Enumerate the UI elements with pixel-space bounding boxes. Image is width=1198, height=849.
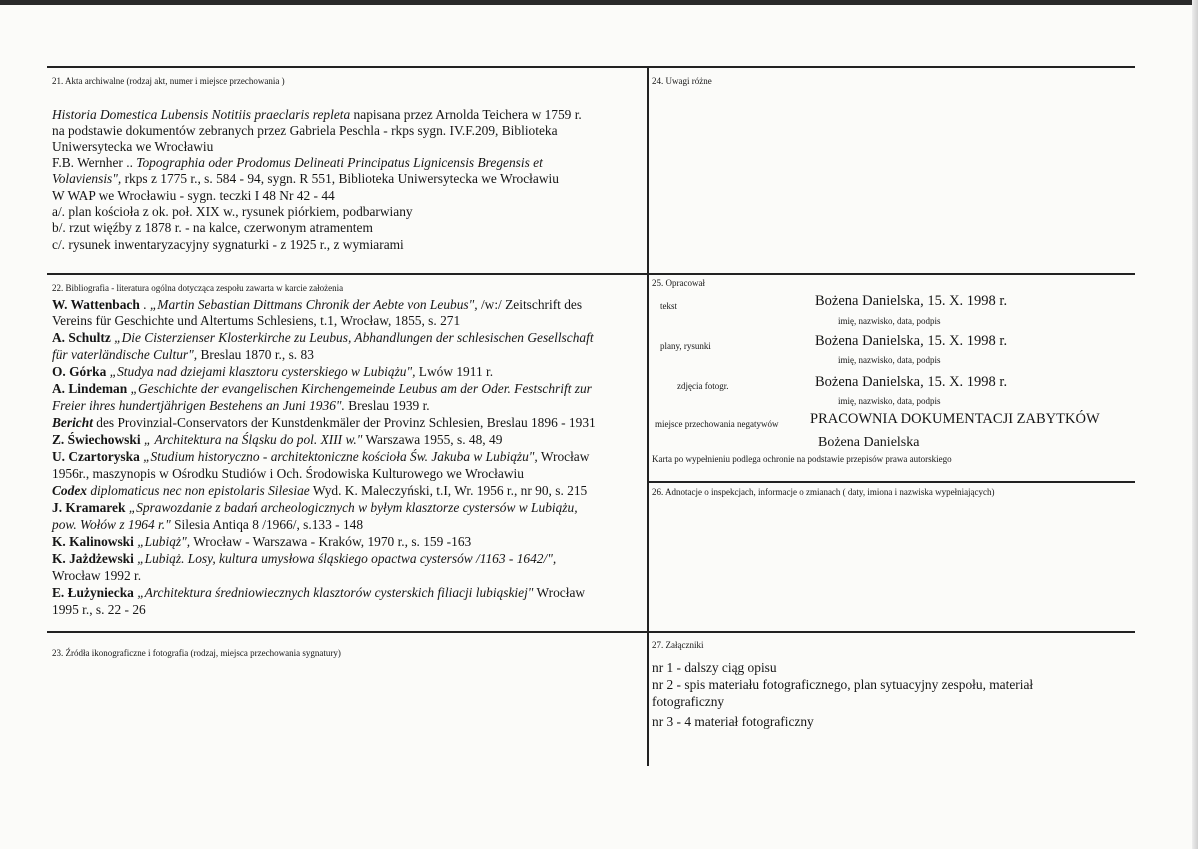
rule-row3 [47, 631, 1135, 633]
rule-row2 [47, 273, 1135, 275]
rule-s26 [648, 481, 1135, 483]
bib-entry: E. Łużyniecka „Architektura średniowiecznych klasztorów cysterskich filiacji lubiąskiej" Wrocław [52, 585, 586, 600]
bib-entry: K. Kalinowski „Lubiąż", Wrocław - Warszawa - Kraków, 1970 r., s. 159 -163 [52, 534, 472, 549]
bib-entry: J. Kramarek „Sprawozdanie z badań archeologicznych w byłym klasztorze cystersów w Lubiążu, [52, 500, 578, 515]
attachment-item: fotograficzny [652, 694, 725, 709]
section-22-label: 22. Bibliografia - literatura ogólna dotycząca zespołu zawarta w karcie założenia [52, 283, 344, 293]
author-text-signature: Bożena Danielska, 15. X. 1998 r. [815, 293, 1008, 309]
bib-entry: Z. Świechowski „ Architektura na Śląsku do pol. XIII w." Warszawa 1955, s. 48, 49 [52, 432, 503, 447]
role-photos-label: zdjęcia fotogr. [677, 381, 729, 391]
signature-caption: imię, nazwisko, data, podpis [838, 316, 941, 326]
bib-entry: pow. Wołów z 1964 r." Silesia Antiqa 8 /1966/, s.133 - 148 [52, 517, 364, 532]
role-drawings-label: plany, rysunki [660, 341, 711, 351]
bib-entry: A. Schultz „Die Cisterzienser Klosterkirche zu Leubus, Abhandlungen der schlesischen Gesellschaft [52, 330, 594, 345]
signature-caption: imię, nazwisko, data, podpis [838, 396, 941, 406]
author-drawings-signature: Bożena Danielska, 15. X. 1998 r. [815, 333, 1008, 349]
section-27-label: 27. Załączniki [652, 640, 704, 650]
signature-caption: imię, nazwisko, data, podpis [838, 355, 941, 365]
bib-entry: A. Lindeman „Geschichte der evangelischen Kirchengemeinde Leubus am der Oder. Festschrift zur [52, 381, 592, 396]
bib-entry: Vereins für Geschichte und Altertums Schlesiens, t.1, Wrocław, 1855, s. 271 [52, 313, 461, 328]
s21-line: na podstawie dokumentów zebranych przez Gabriela Peschla - rkps sygn. IV.F.209, Biblioteka [52, 123, 558, 138]
s21-line: c/. rysunek inwentaryzacyjny sygnaturki - z 1925 r., z wymiarami [52, 237, 404, 252]
bib-entry: 1995 r., s. 22 - 26 [52, 602, 146, 617]
bib-entry: Wrocław 1992 r. [52, 568, 142, 583]
scan-top-edge [0, 0, 1198, 5]
s21-line: W WAP we Wrocławiu - sygn. teczki I 48 Nr 42 - 44 [52, 188, 335, 203]
bib-entry: O. Górka „Studya nad dziejami klasztoru cysterskiego w Lubiążu", Lwów 1911 r. [52, 364, 494, 379]
bib-entry: U. Czartoryska „Studium historyczno - architektoniczne kościoła Św. Jakuba w Lubiążu", Wrocław [52, 449, 590, 464]
bib-entry: für vaterländische Cultur", Breslau 1870 r., s. 83 [52, 347, 314, 362]
bib-entry: W. Wattenbach . „Martin Sebastian Dittmans Chronik der Aebte von Leubus", /w:/ Zeitschrift des [52, 297, 583, 312]
author-photos-signature: Bożena Danielska, 15. X. 1998 r. [815, 374, 1008, 390]
section-26-label: 26. Adnotacje o inspekcjach, informacje o zmianach ( daty, imiona i nazwiska wypełniających) [652, 487, 995, 497]
section-24-label: 24. Uwagi różne [652, 76, 712, 86]
rule-top [47, 66, 1135, 68]
attachment-item: nr 3 - 4 materiał fotograficzny [652, 714, 814, 729]
bib-entry: Bericht des Provinzial-Conservators der Kunstdenkmäler der Provinz Schlesien, Breslau 1896 - 1931 [52, 415, 596, 430]
s21-line: a/. plan kościoła z ok. poł. XIX w., rysunek piórkiem, podbarwiany [52, 204, 413, 219]
bib-entry: 1956r., maszynopis w Ośrodku Studiów i Och. Środowiska Kulturowego we Wrocławiu [52, 466, 524, 481]
attachment-item: nr 2 - spis materiału fotograficznego, plan sytuacyjny zespołu, materiał [652, 677, 1034, 692]
section-25-label: 25. Opracował [652, 278, 705, 288]
s21-line: F.B. Wernher .. Topographia oder Prodomus Delineati Principatus Lignicensis Bregensis et [52, 155, 543, 170]
s21-line: Historia Domestica Lubensis Notitiis praeclaris repleta napisana przez Arnolda Teichera w 1759 r. [52, 107, 582, 122]
bib-entry: Freier ihres hundertjährigen Bestehens an Juni 1936". Breslau 1939 r. [52, 398, 430, 413]
s21-line: b/. rzut więźby z 1878 r. - na kalce, czerwonym atramentem [52, 220, 373, 235]
rule-middle [647, 66, 649, 766]
bib-entry: K. Jażdżewski „Lubiąż. Losy, kultura umysłowa śląskiego opactwa cystersów /1163 - 1642/", [52, 551, 557, 566]
negatives-person: Bożena Danielska [818, 435, 920, 450]
negatives-location-label: miejsce przechowania negatywów [655, 419, 779, 429]
s21-line: Uniwersytecka we Wrocławiu [52, 139, 214, 154]
section-21-label: 21. Akta archiwalne (rodzaj akt, numer i miejsce przechowania ) [52, 76, 285, 86]
attachment-item: nr 1 - dalszy ciąg opisu [652, 660, 777, 675]
copyright-note: Karta po wypełnieniu podlega ochronie na podstawie przepisów prawa autorskiego [652, 454, 952, 464]
s21-line: Volaviensis", rkps z 1775 r., s. 584 - 94, sygn. R 551, Biblioteka Uniwersytecka we Wrocławiu [52, 171, 559, 186]
bib-entry: Codex diplomaticus nec non epistolaris Silesiae Wyd. K. Maleczyński, t.I, Wr. 1956 r., nr 90, s. 215 [52, 483, 588, 498]
negatives-location-value: PRACOWNIA DOKUMENTACJI ZABYTKÓW [810, 411, 1100, 427]
scan-right-edge [1192, 0, 1198, 849]
section-23-label: 23. Źródła ikonograficzne i fotografia (rodzaj, miejsca przechowania sygnatury) [52, 648, 341, 658]
role-text-label: tekst [660, 301, 677, 311]
